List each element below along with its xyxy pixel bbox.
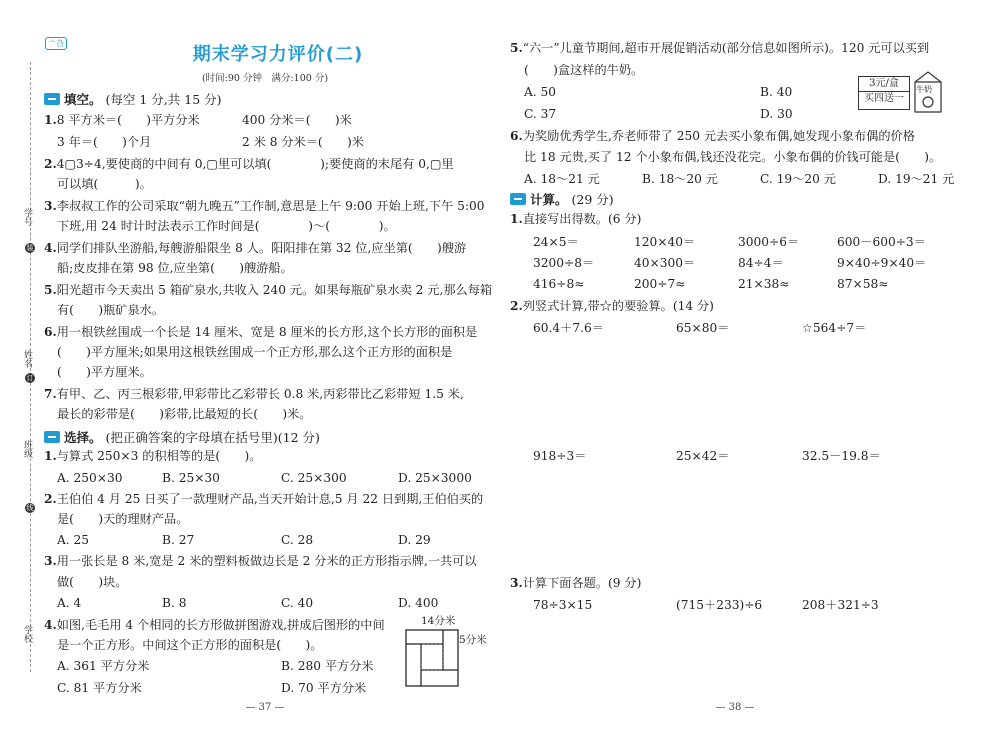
vertical-calc-item: ☆564÷7＝ — [802, 321, 867, 335]
option: D. 19～21 元 — [878, 172, 955, 186]
option: C. 37 — [524, 107, 557, 121]
mixed-calc-item: 78÷3×15 — [533, 598, 593, 612]
question-1d: 2 米 8 分米＝( )米 — [242, 135, 364, 149]
mixed-calc-item: 208＋321÷3 — [802, 598, 879, 612]
page-title: 期末学习力评价(二) — [192, 44, 364, 65]
section-calculation — [510, 190, 614, 208]
section-heading: 选择。 — [64, 430, 102, 445]
choice-2: 2.王伯伯 4 月 25 日买了一款理财产品,当天开始计息,5 月 22 日到期,王伯伯买的 — [44, 492, 484, 506]
option: B. 280 平方分米 — [281, 659, 374, 673]
question-1: 1.8 平方米＝( )平方分米 — [44, 113, 200, 127]
option: D. 70 平方分米 — [281, 681, 367, 695]
option: C. 40 — [281, 596, 314, 610]
binding-dot: 订 — [26, 374, 34, 382]
section-icon — [44, 431, 60, 443]
mental-math-item: 600－600÷3＝ — [837, 235, 926, 249]
question-2: 2.4▢3÷4,要使商的中间有 0,▢里可以填( );要使商的末尾有 0,▢里 — [44, 157, 454, 171]
choice-4-line2: 是一个正方形。中间这个正方形的面积是( )。 — [57, 638, 323, 652]
option: D. 400 — [398, 596, 439, 610]
figure-width-label: 14分米 — [421, 615, 456, 627]
binding-dot: 线 — [26, 504, 34, 512]
option: A. 4 — [57, 596, 82, 610]
option: A. 361 平方分米 — [57, 659, 150, 673]
section-note: (把正确答案的字母填在括号里)(12 分) — [105, 430, 320, 445]
option: B. 40 — [760, 85, 793, 99]
option: A. 18～21 元 — [524, 172, 600, 186]
option: D. 30 — [760, 107, 793, 121]
vertical-calc-item: 60.4＋7.6＝ — [533, 321, 604, 335]
question-4: 4.同学们排队坐游船,每艘游船限坐 8 人。阳阳排在第 32 位,应坐第( )艘游 — [44, 241, 467, 255]
option: C. 19～20 元 — [760, 172, 836, 186]
vertical-calc-item: 25×42＝ — [676, 449, 730, 463]
milk-carton-label: 牛奶 — [916, 85, 932, 94]
vertical-calc-item: 918÷3＝ — [533, 449, 587, 463]
school-label: 学校 — [22, 625, 32, 643]
mental-math-item: 200÷7≈ — [634, 277, 686, 291]
class-label: 班级 — [22, 440, 32, 458]
name-label: 姓名 — [22, 350, 32, 368]
grade-badge: 亠叴 — [45, 37, 67, 50]
option: A. 250×30 — [57, 471, 123, 485]
section-note: (每空 1 分,共 15 分) — [105, 92, 222, 107]
question-2-line2: 可以填( )。 — [57, 177, 152, 191]
binding-dot: 装 — [26, 244, 34, 252]
question-7-line2: 最长的彩带是( )彩带,比最短的长( )米。 — [57, 407, 312, 421]
section-choice — [44, 428, 320, 446]
question-7: 7.有甲、乙、丙三根彩带,甲彩带比乙彩带长 0.8 米,丙彩带比乙彩带短 1.5 米, — [44, 387, 464, 401]
mental-math-item: 3200÷8＝ — [533, 256, 595, 270]
choice-3-line2: 做( )块。 — [57, 575, 128, 589]
choice-5: 5.“六一”儿童节期间,超市开展促销活动(部分信息如图所示)。120 元可以买到 — [510, 41, 930, 55]
mental-math-item: 87×58≈ — [837, 277, 889, 291]
mental-math-item: 3000÷6＝ — [738, 235, 800, 249]
promo-offer: 买四送一 — [864, 93, 904, 104]
choice-6: 6.为奖励优秀学生,乔老师带了 250 元去买小象布偶,她发现小象布偶的价格 — [510, 129, 915, 143]
option: B. 25×30 — [162, 471, 220, 485]
section-fill-blank — [44, 90, 222, 108]
choice-3: 3.用一张长是 8 米,宽是 2 米的塑料板做边长是 2 分米的正方形指示牌,一共可以 — [44, 554, 477, 568]
choice-6-line2: 比 18 元贵,买了 12 个小象布偶,钱还没花完。小象布偶的价钱可能是( )。 — [524, 150, 942, 164]
vertical-calc-item: 32.5－19.8＝ — [802, 449, 881, 463]
question-5-line2: 有( )瓶矿泉水。 — [57, 303, 165, 317]
question-4-line2: 船;皮皮排在第 98 位,应坐第( )艘游船。 — [57, 261, 293, 275]
calc-3: 3.计算下面各题。(9 分) — [510, 576, 642, 590]
vertical-calc-item: 65×80＝ — [676, 321, 730, 335]
mental-math-item: 9×40÷9×40＝ — [837, 256, 927, 270]
section-icon — [44, 93, 60, 105]
page-subtitle: (时间:90 分钟 满分:100 分) — [201, 73, 329, 84]
page-number: — 37 — — [245, 702, 285, 713]
student-id-label: 学号 — [22, 208, 32, 226]
calc-2: 2.列竖式计算,带☆的要验算。(14 分) — [510, 299, 714, 313]
section-heading: 填空。 — [64, 92, 102, 107]
mental-math-item: 40×300＝ — [634, 256, 696, 270]
promo-sign — [858, 76, 910, 110]
mental-math-item: 84÷4＝ — [738, 256, 784, 270]
option: B. 18～20 元 — [642, 172, 718, 186]
calc-1: 1.直接写出得数。(6 分) — [510, 212, 642, 226]
question-1c: 3 年＝( )个月 — [57, 135, 152, 149]
question-3-line2: 下班,用 24 时计时法表示工作时间是( )～( )。 — [57, 219, 396, 233]
choice-4: 4.如图,毛毛用 4 个相同的长方形做拼图游戏,拼成后图形的中间 — [44, 618, 385, 632]
option: C. 25×300 — [281, 471, 347, 485]
section-note: (29 分) — [571, 192, 614, 207]
question-6: 6.用一根铁丝围成一个长是 14 厘米、宽是 8 厘米的长方形,这个长方形的面积是 — [44, 325, 478, 339]
promo-price: 3元/盒 — [859, 77, 909, 92]
section-heading: 计算。 — [530, 192, 568, 207]
mental-math-item: 24×5＝ — [533, 235, 579, 249]
mental-math-item: 21×38≈ — [738, 277, 790, 291]
mixed-calc-item: (715＋233)÷6 — [676, 598, 763, 612]
option: A. 50 — [524, 85, 557, 99]
question-5: 5.阳光超市今天卖出 5 箱矿泉水,共收入 240 元。如果每瓶矿泉水卖 2 元,那么每箱 — [44, 283, 493, 297]
mental-math-item: 120×40＝ — [634, 235, 696, 249]
option: D. 25×3000 — [398, 471, 472, 485]
option: C. 81 平方分米 — [57, 681, 142, 695]
section-icon — [510, 193, 526, 205]
option: D. 29 — [398, 533, 431, 547]
mental-math-item: 416÷8≈ — [533, 277, 585, 291]
choice-1: 1.与算式 250×3 的积相等的是( )。 — [44, 449, 262, 463]
question-3: 3.李叔叔工作的公司采取“朝九晚五”工作制,意思是上午 9:00 开始上班,下午 5:00 — [44, 199, 485, 213]
question-1b: 400 分米＝( )米 — [242, 113, 352, 127]
rectangle-puzzle-figure — [404, 628, 460, 688]
page-number: — 38 — — [715, 702, 755, 713]
option: C. 28 — [281, 533, 314, 547]
question-6-line2: ( )平方厘米;如果用这根铁丝围成一个正方形,那么这个正方形的面积是 — [57, 345, 453, 359]
option: B. 8 — [162, 596, 187, 610]
question-6-line3: ( )平方厘米。 — [57, 365, 152, 379]
choice-5-line2: ( )盒这样的牛奶。 — [524, 63, 644, 77]
option: B. 27 — [162, 533, 195, 547]
option: A. 25 — [57, 533, 90, 547]
figure-height-label: 5分米 — [459, 634, 487, 646]
choice-2-line2: 是( )天的理财产品。 — [57, 512, 189, 526]
